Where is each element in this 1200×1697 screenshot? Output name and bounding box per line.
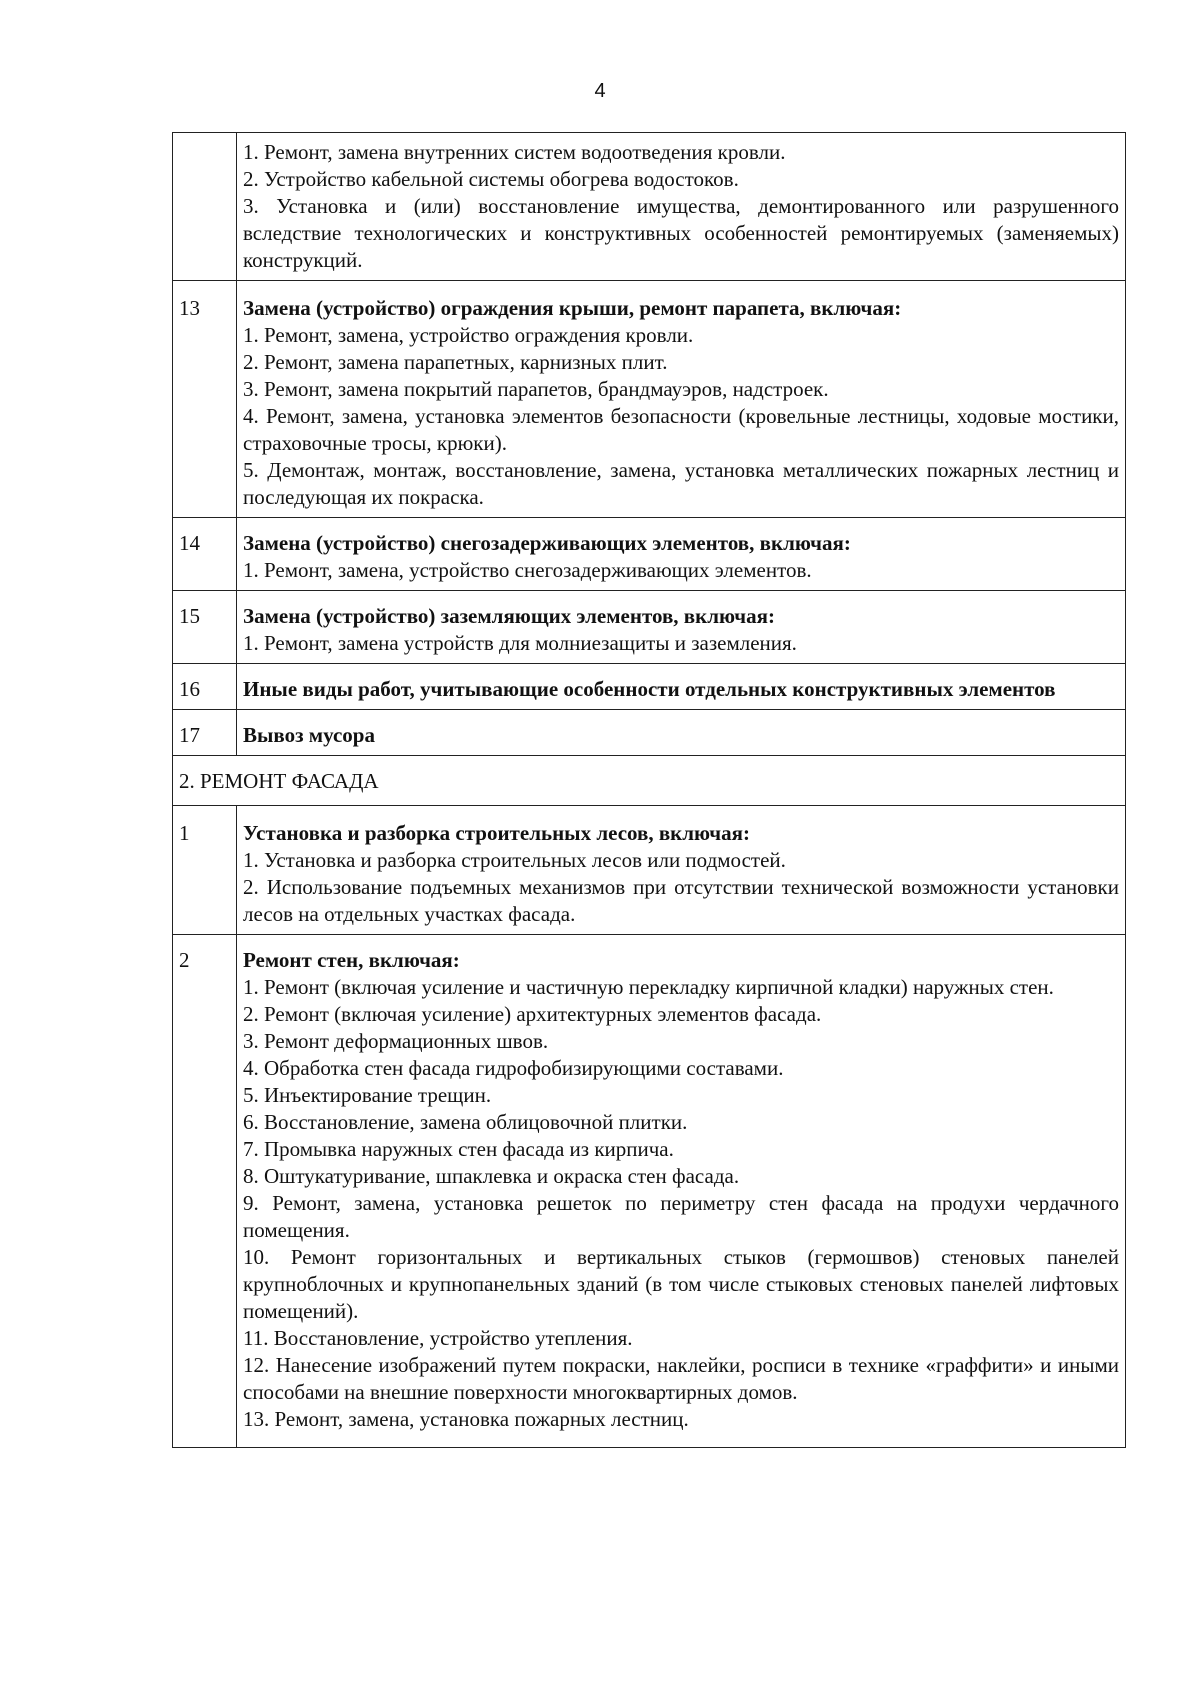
table-row [173,518,1126,591]
row-heading: Ремонт стен, включая: [243,948,460,972]
section-row [173,756,1126,806]
row-content [237,518,1126,591]
list-item: 1. Ремонт, замена, устройство ограждения кровли. [243,323,694,347]
list-item: 11. Восстановление, устройство утепления. [243,1326,633,1350]
list-item: 12. Нанесение изображений путем покраски, наклейки, росписи в технике «граффити» и иными способами на внешние поверхности многоквартирных домов. [243,1353,1119,1404]
table-row [173,935,1126,1448]
section-title: 2. РЕМОНТ ФАСАДА [173,756,1126,806]
works-table [172,132,1126,1448]
list-item: 3. Ремонт деформационных швов. [243,1029,549,1053]
row-number: 16 [173,664,237,710]
row-content [237,281,1126,518]
list-item: 4. Ремонт, замена, установка элементов безопасности (кровельные лестницы, ходовые мостики, страховочные тросы, крюки). [243,404,1119,455]
list-item: 7. Промывка наружных стен фасада из кирпича. [243,1137,674,1161]
list-item: 1. Установка и разборка строительных лесов или подмостей. [243,848,786,872]
list-item: 2. Ремонт (включая усиление) архитектурных элементов фасада. [243,1002,822,1026]
list-item: 2. Использование подъемных механизмов при отсутствии технической возможности установки лесов на отдельных участках фасада. [243,875,1119,926]
list-item: 1. Ремонт (включая усиление и частичную перекладку кирпичной кладки) наружных стен. [243,975,1054,999]
list-item: 4. Обработка стен фасада гидрофобизирующими составами. [243,1056,784,1080]
list-item: 1. Ремонт, замена, устройство снегозадерживающих элементов. [243,558,812,582]
row-heading: Замена (устройство) ограждения крыши, ремонт парапета, включая: [243,296,902,320]
row-heading: Иные виды работ, учитывающие особенности отдельных конструктивных элементов [243,677,1056,701]
table-row [173,281,1126,518]
list-item: 2. Ремонт, замена парапетных, карнизных плит. [243,350,668,374]
list-item: 9. Ремонт, замена, установка решеток по периметру стен фасада на продухи чердачного помещения. [243,1191,1119,1242]
row-number: 14 [173,518,237,591]
table-row [173,710,1126,756]
table-row [173,591,1126,664]
list-item: 2. Устройство кабельной системы обогрева водостоков. [243,167,739,191]
row-number: 2 [173,935,237,1448]
row-content [237,710,1126,756]
list-item: 1. Ремонт, замена устройств для молниезащиты и заземления. [243,631,797,655]
row-content [237,806,1126,935]
row-number: 15 [173,591,237,664]
row-number: 13 [173,281,237,518]
list-item: 5. Демонтаж, монтаж, восстановление, замена, установка металлических пожарных лестниц и последующая их покраска. [243,458,1119,509]
table-body [173,133,1126,1448]
row-content [237,664,1126,710]
row-content [237,591,1126,664]
list-item: 3. Установка и (или) восстановление имущества, демонтированного или разрушенного вследствие технологических и конструктивных особенностей ремонтируемых (заменяемых) конструкций. [243,194,1119,272]
list-item: 13. Ремонт, замена, установка пожарных лестниц. [243,1407,689,1431]
row-content [237,935,1126,1448]
list-item: 10. Ремонт горизонтальных и вертикальных стыков (гермошвов) стеновых панелей крупноблочных и крупнопанельных зданий (в том числе стыковых стеновых панелей лифтовых помещений). [243,1245,1119,1323]
list-item: 6. Восстановление, замена облицовочной плитки. [243,1110,688,1134]
row-number: 1 [173,806,237,935]
row-number: 17 [173,710,237,756]
row-number [173,133,237,281]
list-item: 1. Ремонт, замена внутренних систем водоотведения кровли. [243,140,786,164]
row-heading: Установка и разборка строительных лесов, включая: [243,821,750,845]
row-content [237,133,1126,281]
list-item: 5. Инъектирование трещин. [243,1083,492,1107]
table-row [173,806,1126,935]
list-item: 8. Оштукатуривание, шпаклевка и окраска стен фасада. [243,1164,740,1188]
list-item: 3. Ремонт, замена покрытий парапетов, брандмауэров, надстроек. [243,377,829,401]
row-heading: Вывоз мусора [243,723,375,747]
table-row [173,133,1126,281]
row-heading: Замена (устройство) снегозадерживающих элементов, включая: [243,531,851,555]
page-number: 4 [594,80,606,102]
row-heading: Замена (устройство) заземляющих элементов, включая: [243,604,775,628]
table-row [173,664,1126,710]
